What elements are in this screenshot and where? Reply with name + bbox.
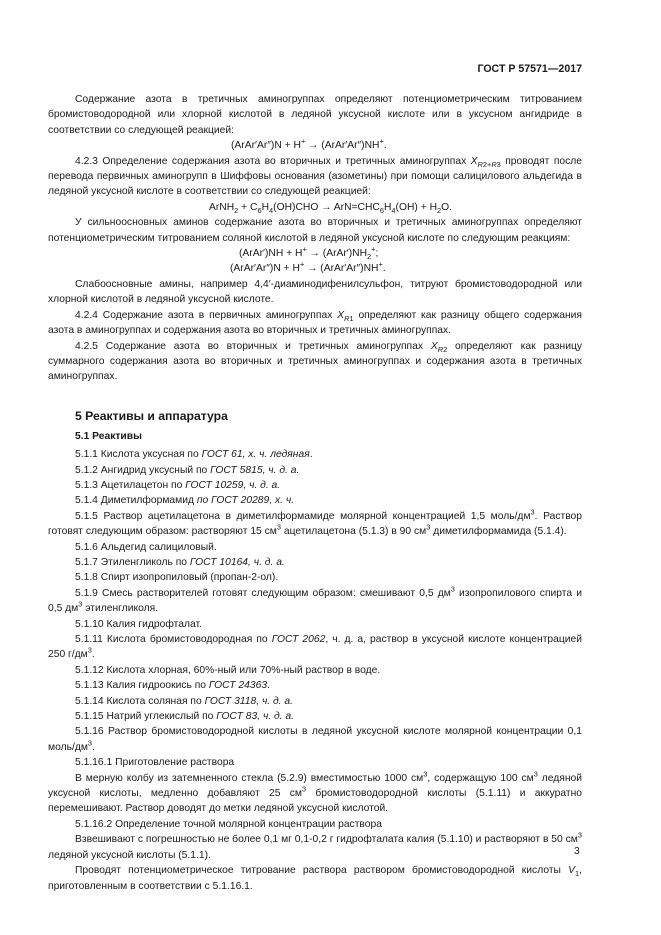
list-item: 5.1.12 Кислота хлорная, 60%-ный или 70%-ный раствор в воде.: [75, 664, 381, 676]
paragraph: 4.2.3 Определение содержания азота во вторичных и третичных аминогруппах $X_{R2+R3}$ проводят после перевода первичных аминогрупп в Шиффовы основания (азометины) при помощи салицилового альдегида в ледяной уксусной кислоте в соответствии со следующей реакцией:: [48, 155, 583, 198]
page-content: [48, 92, 582, 894]
paragraph: Взвешивают с погрешностью не более 0,1 мг 0,1-0,2 г гидрофталата калия (5.1.10) и растворяют в 50 $см^3$ ледяной уксусной кислоты (5.1.1).: [48, 830, 582, 861]
list-item: 5.1.13 Калия гидроокись по ГОСТ 24363.: [75, 680, 270, 692]
list-item: 5.1.15 Натрий углекислый по ГОСТ 83, ч. д. а.: [75, 711, 294, 723]
list-item: 5.1.2 Ангидрид уксусный по ГОСТ 5815, ч. д. а.: [75, 464, 300, 476]
subsection-heading: 5.1 Реактивы: [75, 430, 142, 442]
list-item: 5.1.1 Кислота уксусная по ГОСТ 61, х. ч. ледяная.: [75, 449, 313, 461]
list-item: 5.1.16.2 Определение точной молярной концентрации раствора: [75, 818, 382, 830]
list-item: 5.1.11 Кислота бромистоводородная по ГОСТ 2062, ч. д. а, раствор в уксусной кислоте концентрацией 250 $г/дм^3$.: [48, 634, 583, 661]
list-item: 5.1.16 Раствор бромистоводородной кислоты в ледяной уксусной кислоте молярной концентрации 0,1 моль/$дм^3$.: [48, 726, 582, 753]
list-item: 5.1.9 Смесь растворителей готовят следующим образом: смешивают 0,5 $дм^3$ изопропилового спирта и 0,5 $дм^3$ этиленгликоля.: [48, 584, 582, 615]
list-item: 5.1.6 Альдегид салициловый.: [75, 541, 217, 553]
section-heading: 5 Реактивы и аппаратура: [75, 408, 228, 423]
equation: (ArAr′Ar″)N + H+ → (ArAr′Ar″)NH+.: [230, 260, 386, 275]
document-id: ГОСТ Р 57571—2017: [477, 63, 582, 75]
list-item: 5.1.4 Диметилформамид по ГОСТ 20289, х. ч.: [75, 495, 295, 507]
equation: ArNH$_2$ + $C_6H_4(OH)CHO \to ArN=CHC_6H_4(OH) + H_2O$.: [209, 201, 453, 215]
paragraph: Проводят потенциометрическое титрование раствора раствором бромистоводородной кислоты $V_1$, приготовленным в соответствии с 5.1.16.1.: [48, 865, 582, 892]
page-number: 3: [574, 846, 580, 857]
equation: (ArAr′)NH + $H^+ \to (ArAr')NH_2^+$;: [239, 244, 379, 262]
paragraph: Слабоосновные амины, например 4,4′-диаминодифенилсульфон, титруют бромистоводородной или хлорной кислотой в ледяной уксусной кислоте.: [48, 278, 582, 306]
list-item: 5.1.5 Раствор ацетилацетона в диметилформамиде молярной концентрацией 1,5 моль/$дм^3$. Раствор готовят следующим образом: растворяют 15 $см^3$ ацетилацетона (5.1.3) в 90 $см^3$ диметилформамида (5.1.4).: [48, 507, 582, 538]
list-item: 5.1.3 Ацетилацетон по ГОСТ 10259, ч. д. а.: [75, 479, 281, 491]
paragraph: У сильноосновных аминов содержание азота во вторичных и третичных аминогруппах определяют потенциометрическим титрованием соляной кислотой в ледяной уксусной кислоте по следующим реакциям:: [48, 217, 582, 244]
list-item: 5.1.8 Спирт изопропиловый (пропан-2-ол).: [75, 572, 279, 584]
list-item: 5.1.14 Кислота соляная по ГОСТ 3118, ч. д. а.: [75, 695, 293, 707]
list-item: 5.1.16.1 Приготовление раствора: [75, 757, 235, 769]
list-item: 5.1.10 Калия гидрофталат.: [75, 618, 202, 630]
equation: (ArAr′Ar″)N + H+ → (ArAr′Ar″)NH+.: [231, 136, 387, 152]
paragraph: В мерную колбу из затемненного стекла (5.2.9) вместимостью 1000 $см^3$, содержащую 100 $см^3$ ледяной уксусной кислоты, медленно добавляют 25 $см^3$ бромистоводородной кислоты (5.1.11) и аккуратно перемешивают. Раствор доводят до метки ледяной уксусной кислотой.: [48, 769, 582, 815]
paragraph: Содержание азота в третичных аминогруппах определяют потенциометрическим титрованием бромистоводородной или хлорной кислотой в ледяной уксусной кислоте или в уксусном ангидриде в соответствии со следующей реакцией:: [48, 94, 582, 136]
list-item: 5.1.7 Этиленгликоль по ГОСТ 10164, ч. д. а.: [75, 556, 285, 568]
paragraph: 4.2.5 Содержание азота во вторичных и третичных аминогруппах $X_{R2}$ определяют как разницу суммарного содержания азота во вторичных и третичных аминогруппах и содержания азота в третичных аминогруппах.: [48, 340, 582, 383]
paragraph: 4.2.4 Содержание азота в первичных аминогруппах $X_{R1}$ определяют как разницу общего содержания азота в аминогруппах и содержания азота во вторичных и третичных аминогруппах.: [48, 309, 582, 337]
